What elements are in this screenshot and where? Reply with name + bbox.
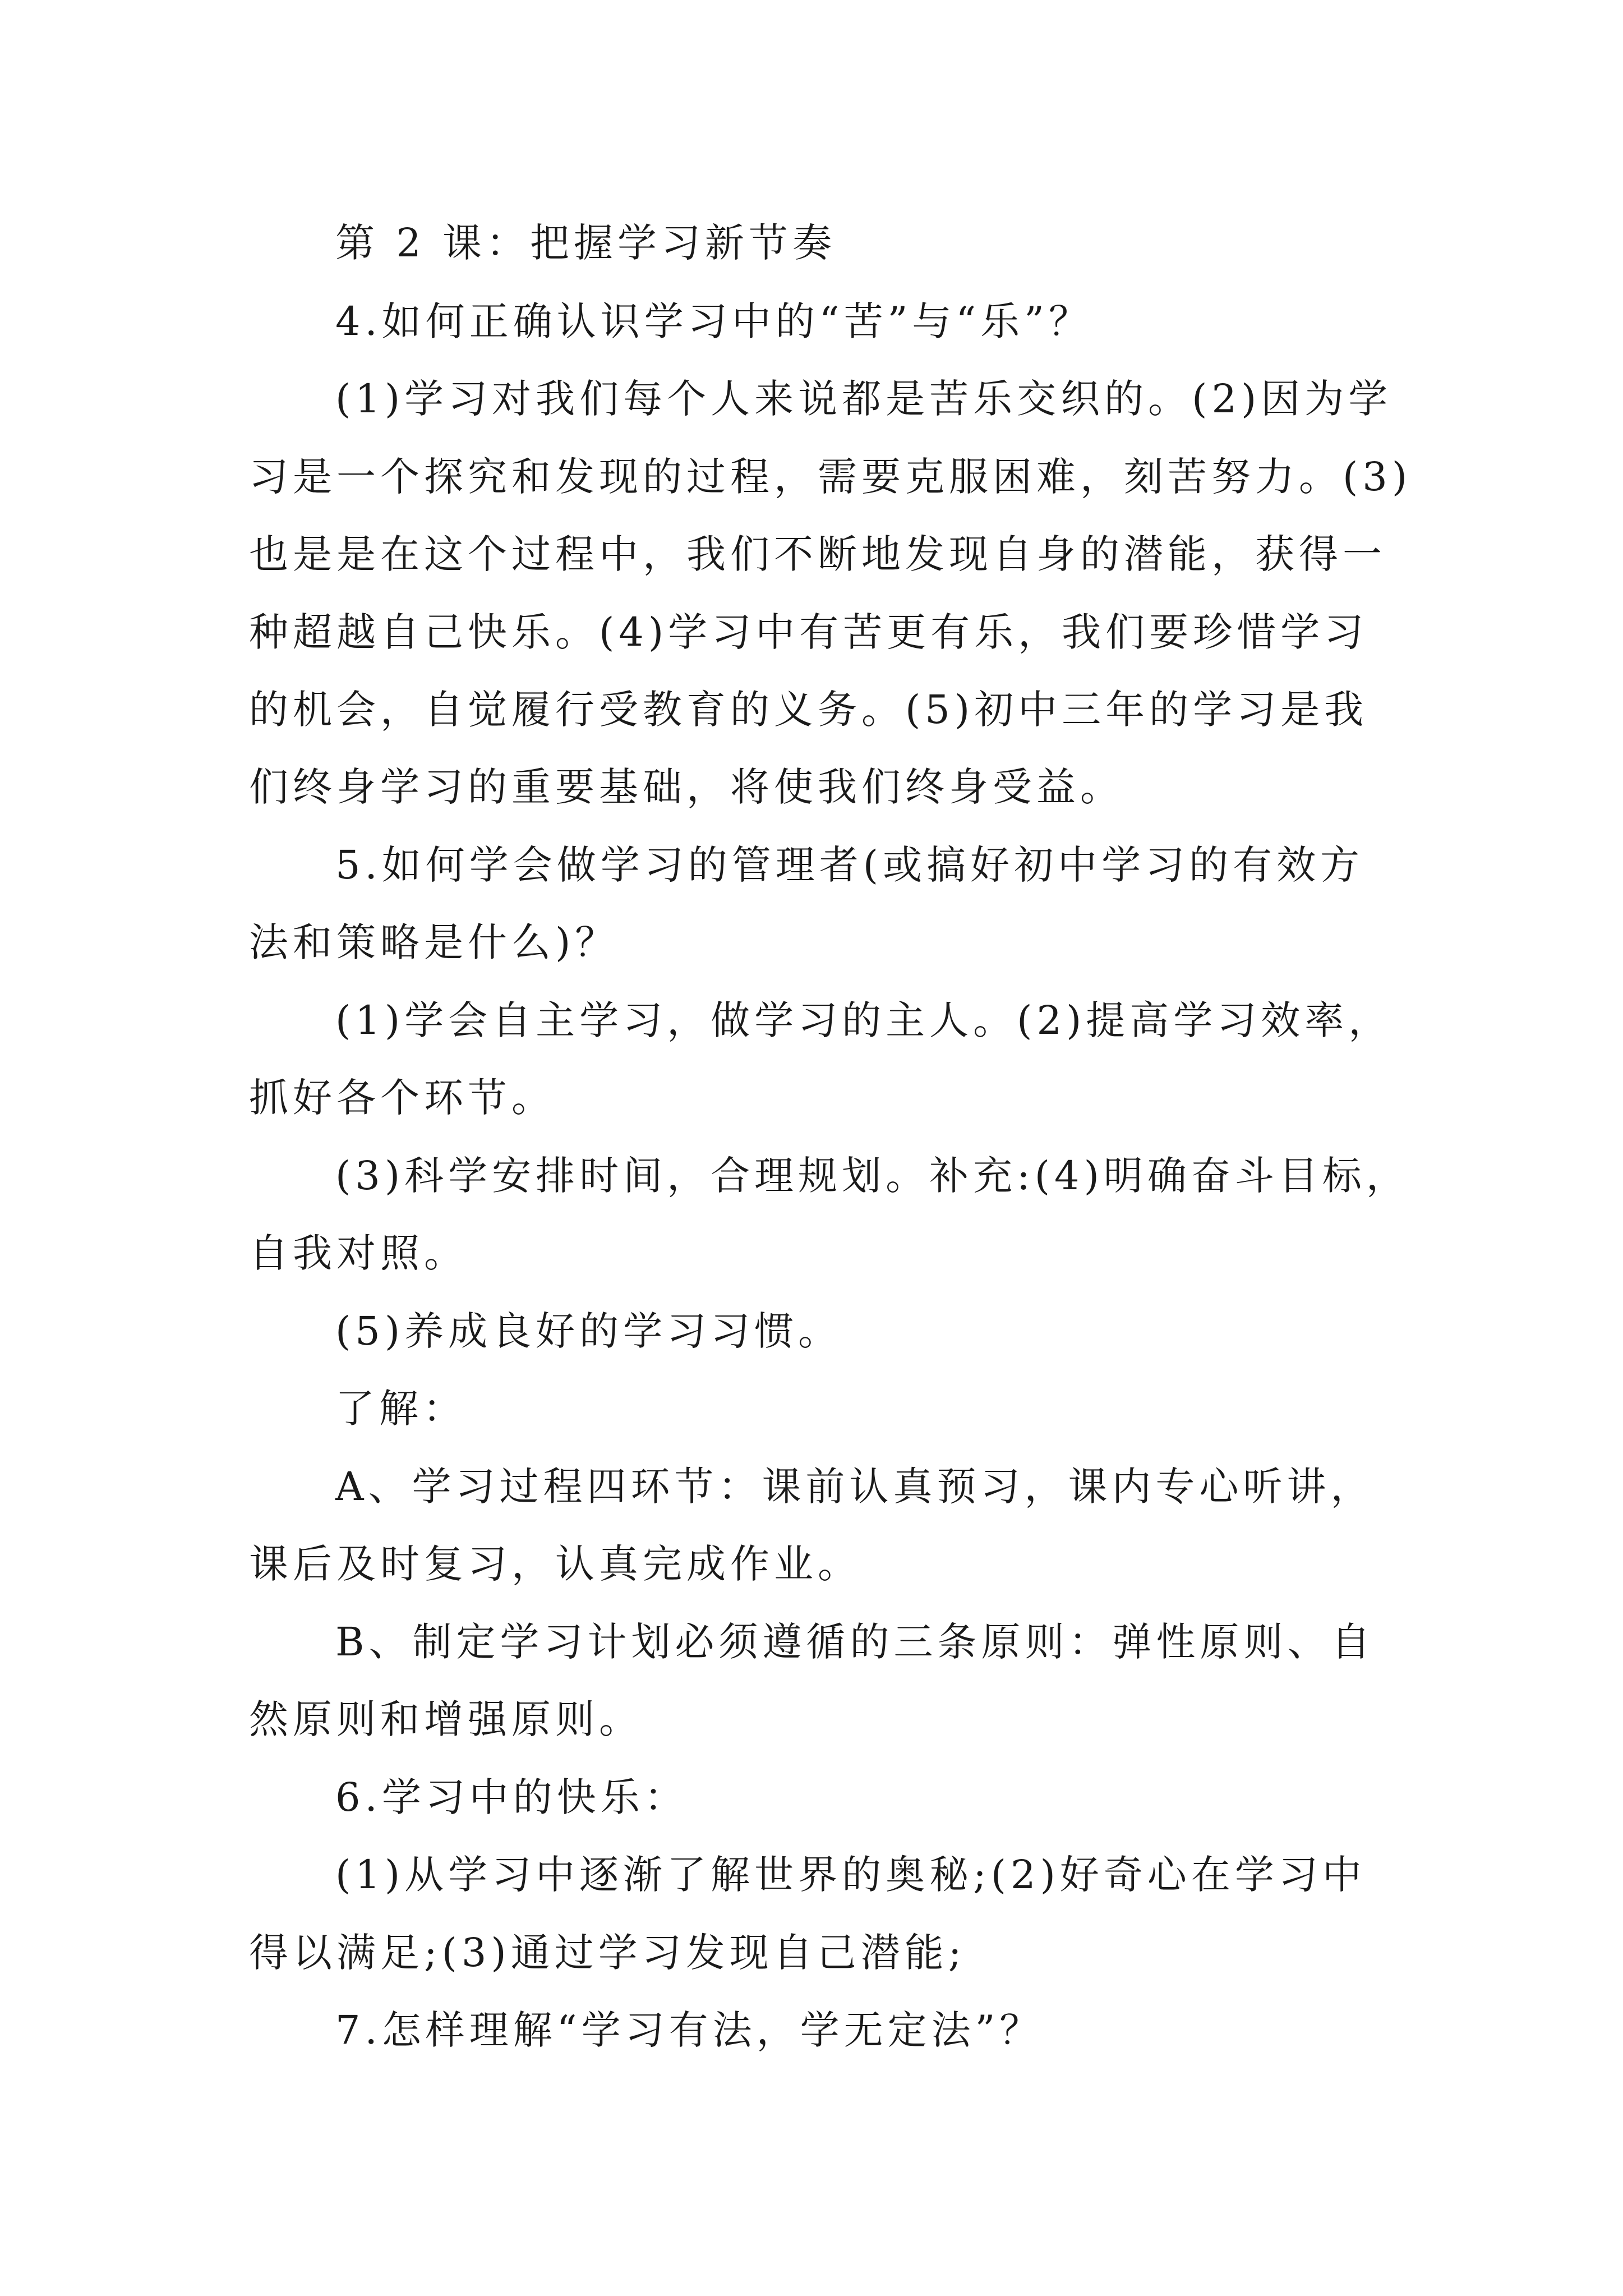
question-5: 5.如何学会做学习的管理者(或搞好初中学习的有效方 [335, 842, 1364, 888]
paragraph-line: 自我对照。 [249, 1230, 468, 1276]
paragraph-line: A、学习过程四环节：课前认真预习，课内专心听讲， [335, 1464, 1375, 1510]
paragraph-line: (3)科学安排时间，合理规划。补充:(4)明确奋斗目标， [335, 1153, 1410, 1199]
section-label: 了解： [335, 1386, 467, 1432]
paragraph-line: B、制定学习计划必须遵循的三条原则：弹性原则、自 [335, 1619, 1375, 1665]
paragraph-line: 法和策略是什么)？ [249, 919, 619, 965]
question-7: 7.怎样理解“学习有法，学无定法”？ [335, 2007, 1044, 2053]
paragraph-line: 然原则和增强原则。 [249, 1696, 643, 1742]
paragraph-line: (1)学习对我们每个人来说都是苦乐交织的。(2)因为学 [335, 376, 1393, 422]
paragraph-line: 的机会，自觉履行受教育的义务。(5)初中三年的学习是我 [249, 687, 1368, 733]
paragraph-line: (1)学会自主学习，做学习的主人。(2)提高学习效率， [335, 997, 1393, 1043]
paragraph-line: 习是一个探究和发现的过程，需要克服困难，刻苦努力。(3) [249, 454, 1412, 500]
question-4: 4.如何正确认识学习中的“苦”与“乐”？ [335, 298, 1092, 344]
paragraph-line: 课后及时复习，认真完成作业。 [249, 1541, 861, 1587]
paragraph-line: 们终身学习的重要基础，将使我们终身受益。 [249, 764, 1124, 810]
paragraph-line: 抓好各个环节。 [249, 1075, 555, 1121]
question-6: 6.学习中的快乐： [335, 1774, 688, 1820]
paragraph-line: 也是是在这个过程中，我们不断地发现自身的潜能，获得一 [249, 531, 1386, 577]
paragraph-line: 得以满足;(3)通过学习发现自己潜能; [249, 1930, 966, 1976]
lesson-heading: 第 2 课：把握学习新节奏 [335, 220, 837, 266]
paragraph-line: 种超越自己快乐。(4)学习中有苦更有乐，我们要珍惜学习 [249, 609, 1368, 655]
paragraph-line: (1)从学习中逐渐了解世界的奥秘;(2)好奇心在学习中 [335, 1852, 1366, 1898]
paragraph-line: (5)养成良好的学习习惯。 [335, 1308, 842, 1354]
